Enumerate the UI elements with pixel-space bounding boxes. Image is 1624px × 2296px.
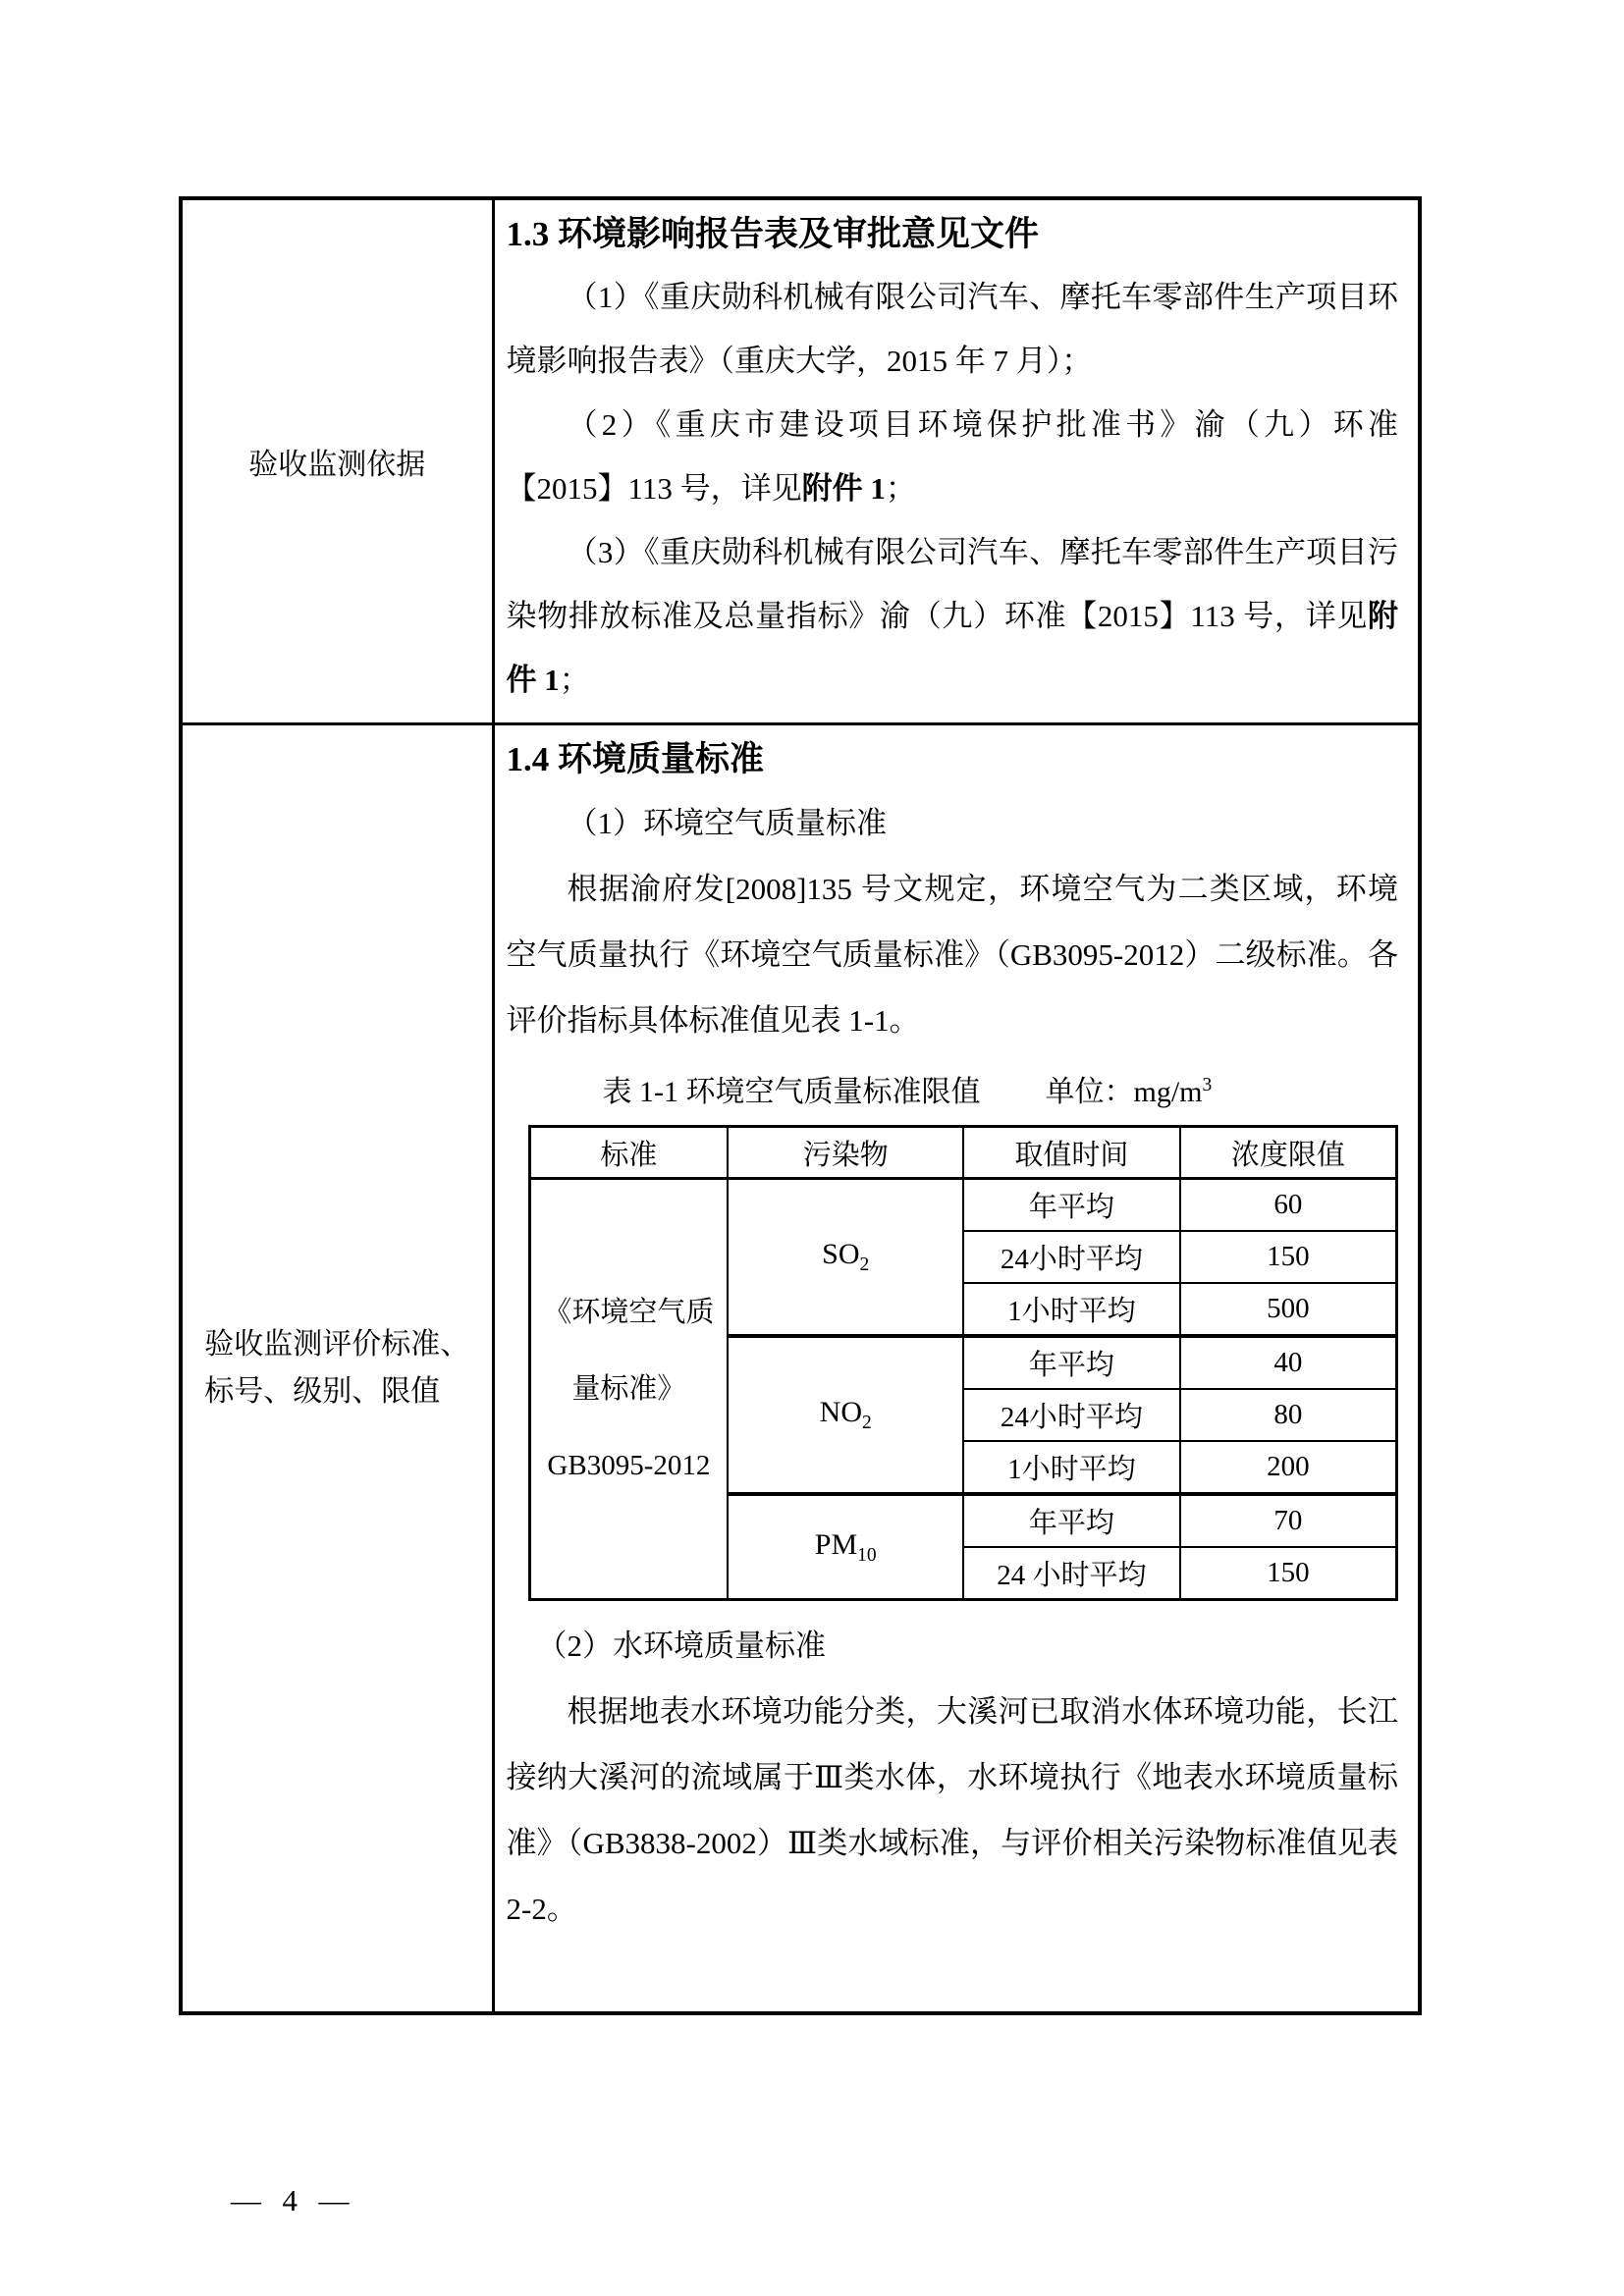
- header-pollutant: 污染物: [728, 1127, 963, 1179]
- limit-cell: 500: [1180, 1283, 1397, 1336]
- paragraph-water-standard: 根据地表水环境功能分类，大溪河已取消水体环境功能，长江接纳大溪河的流域属于Ⅲ类水体，水环境执行《地表水环境质量标准》（GB3838-2002）Ⅲ类水域标准，与评价相关污染物标准值见表 2-2。: [506, 1694, 1398, 1926]
- limit-cell: 150: [1180, 1231, 1397, 1283]
- air-table-unit-text: 单位：mg/m: [1045, 1076, 1203, 1108]
- paragraph-approval-doc-text: （2）《重庆市建设项目环境保护批准书》渝（九）环准【2015】113 号，详见: [506, 407, 1398, 506]
- header-standard: 标准: [529, 1127, 728, 1179]
- limit-cell: 150: [1180, 1547, 1397, 1600]
- limit-cell: 80: [1180, 1389, 1397, 1441]
- time-cell: 年平均: [963, 1336, 1180, 1389]
- content-cell-1-4: [493, 724, 1420, 2014]
- paragraph-approval-doc-end: ；: [885, 471, 916, 506]
- paragraph-emission-standard: [507, 520, 1399, 712]
- header-time: 取值时间: [963, 1127, 1180, 1179]
- label-cell-monitoring-basis: [181, 198, 493, 724]
- time-cell: 24 小时平均: [963, 1547, 1180, 1600]
- attachment-1-ref: 附件 1: [801, 471, 886, 506]
- paragraph-air-standard: 根据渝府发[2008]135 号文规定，环境空气为二类区域，环境空气质量执行《环境空气质量标准》（GB3095-2012）二级标准。各评价指标具体标准值见表 1-1。: [506, 872, 1398, 1038]
- content-cell-1-3: [493, 198, 1420, 724]
- paragraph-emission-standard-text: （3）《重庆勋科机械有限公司汽车、摩托车零部件生产项目污染物排放标准及总量指标》渝（九）环准【2015】113 号，详见: [506, 535, 1398, 633]
- limit-cell: 70: [1180, 1494, 1397, 1547]
- air-table-caption-text: 表 1-1 环境空气质量标准限值: [602, 1076, 981, 1108]
- air-table-unit-sup: 3: [1202, 1075, 1213, 1095]
- time-cell: 年平均: [963, 1179, 1180, 1232]
- page-number: — 4 —: [231, 2183, 352, 2217]
- time-cell: 1小时平均: [963, 1441, 1180, 1494]
- pollutant-so2-sub: 2: [859, 1255, 870, 1275]
- pollutant-so2: [728, 1179, 963, 1337]
- pollutant-pm10: [728, 1494, 963, 1600]
- air-table-unit: [1046, 1076, 1213, 1108]
- pollutant-pm10-base: PM: [814, 1527, 858, 1561]
- air-table-caption: [507, 1053, 1399, 1125]
- standard-line-2: 量标准》: [571, 1373, 686, 1405]
- main-table: [179, 196, 1422, 2015]
- section-title-1-4: 1.4 环境质量标准: [506, 740, 765, 778]
- standard-line-1: 《环境空气质: [543, 1297, 715, 1328]
- air-table-header-row: [529, 1127, 1397, 1179]
- standard-line-3: GB3095-2012: [547, 1450, 711, 1481]
- pollutant-pm10-sub: 10: [857, 1544, 877, 1566]
- paragraph-emission-standard-end: ；: [559, 663, 590, 697]
- time-cell: 24小时平均: [963, 1231, 1180, 1283]
- header-limit: 浓度限值: [1180, 1127, 1397, 1179]
- row-label-monitoring-basis: 验收监测依据: [248, 449, 426, 481]
- row-monitoring-basis: [181, 198, 1420, 724]
- label-cell-evaluation-standards: [181, 724, 493, 2014]
- paragraph-approval-doc: [507, 393, 1399, 520]
- section-title-1-3: 1.3 环境影响报告表及审批意见文件: [506, 215, 1040, 253]
- time-cell: 年平均: [963, 1494, 1180, 1547]
- row-label-line-2: 标号、级别、限值: [204, 1375, 441, 1408]
- subsection-air-title: （1）环境空气质量标准: [567, 806, 887, 840]
- row-label-evaluation-standards: [204, 1321, 469, 1415]
- time-cell: 1小时平均: [963, 1283, 1180, 1336]
- pollutant-no2-sub: 2: [862, 1413, 872, 1433]
- pollutant-no2: [728, 1336, 963, 1494]
- air-quality-table: [528, 1125, 1399, 1601]
- row-label-line-1: 验收监测评价标准、: [204, 1328, 470, 1361]
- subsection-water-title: （2）水环境质量标准: [536, 1629, 826, 1663]
- attachment-1-ref-2: 附件 1: [506, 599, 1398, 697]
- pollutant-no2-base: NO: [819, 1396, 862, 1428]
- limit-cell: 200: [1180, 1441, 1397, 1494]
- paragraph-report-form: （1）《重庆勋科机械有限公司汽车、摩托车零部件生产项目环境影响报告表》（重庆大学，2015 年 7 月）；: [506, 280, 1398, 378]
- standard-name-cell: [529, 1179, 728, 1600]
- table-row-so2-annual: [529, 1179, 1397, 1232]
- limit-cell: 40: [1180, 1336, 1397, 1389]
- pollutant-so2-base: SO: [822, 1238, 860, 1270]
- limit-cell: 60: [1180, 1179, 1397, 1232]
- row-evaluation-standards: [181, 724, 1420, 2014]
- time-cell: 24小时平均: [963, 1389, 1180, 1441]
